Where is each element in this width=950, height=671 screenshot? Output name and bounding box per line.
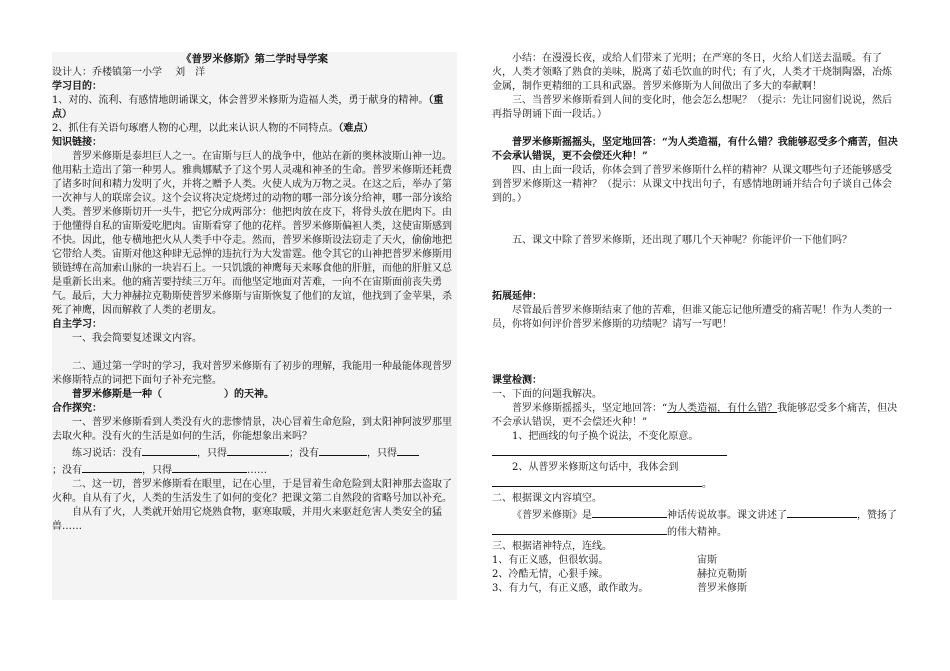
self-study-1: 一、我会简要复述课文内容。 [72,333,202,344]
practice-line-2 [52,461,457,478]
coop-2: 二、这一切，普罗米修斯看在眼里，记在心里，于是冒着生命危险到太阳神那去盗取了火种。自从有了火，人类的生活发生了如何的变化？把课文第二自然段的省略号加以补充。 [52,479,452,504]
fill-blank-3[interactable] [492,523,667,535]
match-row-1 [492,554,900,568]
self-study-heading: 自主学习： [52,319,102,330]
sentence-part-b: ）的天神。 [224,389,274,400]
practice-label: 练习说话：没有 [72,448,142,459]
question-4: 四、由上面一段话，你体会到了普罗米修斯什么样的精神？从课文哪些句子还能够感受到普罗米修斯这一精神？（提示：从课文中找出句子，有感情地朗诵并结合句子谈自己体会到的。） [492,165,892,204]
match-row-3 [492,582,900,596]
answer-2-end: 。 [702,479,712,490]
match-row-2 [492,568,900,582]
test-3: 三、根据诸神特点，连线。 [492,541,612,552]
test-1-sub-1: 1、把画线的句子换个说法，不变化原意。 [512,431,699,442]
test-heading: 课堂检测： [492,375,542,386]
goal-1 [52,94,457,122]
test-1-sub-2: 2、从普罗米修斯这句话中，我体会到 [512,462,679,473]
practice-ellipsis: …… [247,465,267,476]
goals-heading: 学习目的： [52,81,102,92]
practice-only-2: ，只得 [367,448,397,459]
quote: 普罗米修斯摇摇头，坚定地回答：“为人类造福，有什么错？我能够忍受多个痛苦，但决不会承认错误，更不会偿还火种！” [492,137,898,162]
sentence-part-a: 普罗米修斯是一种（ [72,389,162,400]
test-2-c: ，赞扬了 [857,510,897,521]
blank-2[interactable] [227,444,289,456]
practice-only-3: ，只得 [142,465,172,476]
answer-line-1[interactable] [492,444,727,456]
extension-text: 尽管最后普罗米修斯结束了他的苦难，但谁又能忘记他所遭受的痛苦呢！作为人类的一员，你将如何评价普罗米修斯的功绩呢？请写一写吧！ [492,305,892,330]
question-5: 五、课文中除了普罗米修斯，还出现了哪几个天神呢？你能评价一下他们吗？ [512,235,852,246]
practice-semicolon-2: ；没有 [52,465,82,476]
test-2-b: 神话传说故事。课文讲述了 [667,510,787,521]
blank-3[interactable] [319,444,367,456]
coop-1: 一、普罗米修斯看到人类没有火的悲惨情景，决心冒着生命危险，到太阳神阿波罗那里去取火种。没有火的生活是如何的生活，你能想象出来吗？ [52,417,452,442]
extension-heading: 拓展延伸： [492,291,542,302]
right-column [492,52,900,612]
match-god-2: 赫拉克勒斯 [697,569,747,580]
test-1-quote-a: 普罗米修斯摇摇头，坚定地回答：“ [512,403,668,414]
test-1-answer-2 [492,475,900,492]
test-1-answer-1 [492,444,900,461]
blank-4[interactable] [397,444,419,456]
test-2-d: 的伟大精神。 [667,527,727,538]
goal-2-key: （难点） [338,123,374,134]
practice-semicolon-1: ；没有 [289,448,319,459]
test-2-a: 《普罗米修斯》是 [512,510,592,521]
test-1-quote-b: 我能够忍受多个痛苦，但决不会承认错误，更不会偿还火种！” [492,403,898,428]
test-1-quote-underlined: 为人类造福，有什么错？ [667,403,778,414]
match-trait-3: 3、有力气，有正义感，敢作敢为。 [492,583,649,594]
test-2-fill [492,506,900,540]
match-trait-2: 2、冷酷无情，心狠手辣。 [492,569,609,580]
link-heading: 知识链接： [52,137,102,148]
self-study-2: 二、通过第一学时的学习，我对普罗米修斯有了初步的理解，我能用一种最能体现普罗米修斯特点的词把下面句子补充完整。 [52,361,452,386]
blank-1[interactable] [142,444,197,456]
match-trait-1: 1、有正义感，但很软弱。 [492,555,609,566]
link-text: 普罗米修斯是泰坦巨人之一。在宙斯与巨人的战争中，他站在新的奥林波斯山神一边。他用粘土造出了第一种男人。雅典娜赋予了这个男人灵魂和神圣的生命。普罗米修斯还耗费了诸多时间和精力发明了火，并将之赠予人类。火使人成为万物之灵。在这之后，举办了第一次神与人的联席会议。这个会议将决定烧烤过的动物的哪一部分该分给神，哪一部分该给人类。普罗米修斯切开一头牛，把它分成两部分：他把肉放在皮下，将骨头放在肥肉下。由于他懂得自私的宙斯爱吃肥肉。宙斯看穿了他的花样。普罗米修斯偏袒人类，这使宙斯感到不快。因此，他专横地把火从人类手中夺走。然而，普罗米修斯设法窃走了天火，偷偷地把它带给人类。宙斯对他这种肆无忌惮的违抗行为大发雷霆。他令其它的山神把普罗米修斯用锁链缚在高加索山脉的一块岩石上。一只饥饿的神鹰每天来啄食他的肝脏，而他的肝脏又总是重新长出来。他的痛苦要持续三万年。而他坚定地面对苦难，一向不在宙斯面前丧失勇气。最后，大力神赫拉克勒斯使普罗米修斯与宙斯恢复了他们的友谊，他找到了金苹果，杀死了神鹰，因而解救了人类的老朋友。 [52,151,452,316]
blank-5[interactable] [82,461,142,473]
page-title: 《普罗米修斯》第二学时导学案 [181,53,328,65]
goal-2-text: 2、抓住有关语句琢磨人物的心理，以此来认识人物的不同特点。 [52,123,339,134]
test-2: 二、根据课文内容填空。 [492,493,602,504]
coop-2-text: 自从有了火，人类就开始用它烧熟食物，驱寒取暖，并用火来驱赶危害人类安全的猛兽…… [52,507,442,532]
match-god-3: 普罗米修斯 [697,583,747,594]
practice-only-1: ，只得 [197,448,227,459]
test-1: 一、下面的问题我解决。 [492,389,602,400]
summary: 小结：在漫漫长夜，或给人们带来了光明；在严寒的冬日，火给人们送去温暖。有了火，人类才领略了熟食的美味，脱离了茹毛饮血的时代；有了火，人类才干烧制陶器，冶炼金属，制作更精细的工具和武器。普罗米修斯为人间做出了多大的奉献啊！ [492,53,892,92]
left-column [52,52,457,600]
test-1-quote [492,402,900,430]
coop-heading: 合作探究： [52,403,102,414]
goal-2 [52,122,457,136]
designer-line: 设计人：乔楼镇第一小学 刘 洋 [52,67,206,78]
practice-line-1 [52,444,457,461]
goal-1-key: （重点） [52,95,444,120]
goal-1-text: 1、对的、流利、有感情地朗诵课文，体会普罗米修斯为造福人类，勇于献身的精神。 [52,95,429,106]
fill-blank-1[interactable] [592,506,667,518]
fill-blank-2[interactable] [787,506,857,518]
self-study-2-sentence [52,388,457,402]
answer-line-2[interactable] [492,475,702,487]
match-god-1: 宙斯 [697,555,717,566]
question-3: 三、当普罗米修斯看到人间的变化时，他会怎么想呢？（提示：先让同窗们说说，然后再指导朗诵下面一段话。） [492,95,892,120]
blank-6[interactable] [172,461,247,473]
